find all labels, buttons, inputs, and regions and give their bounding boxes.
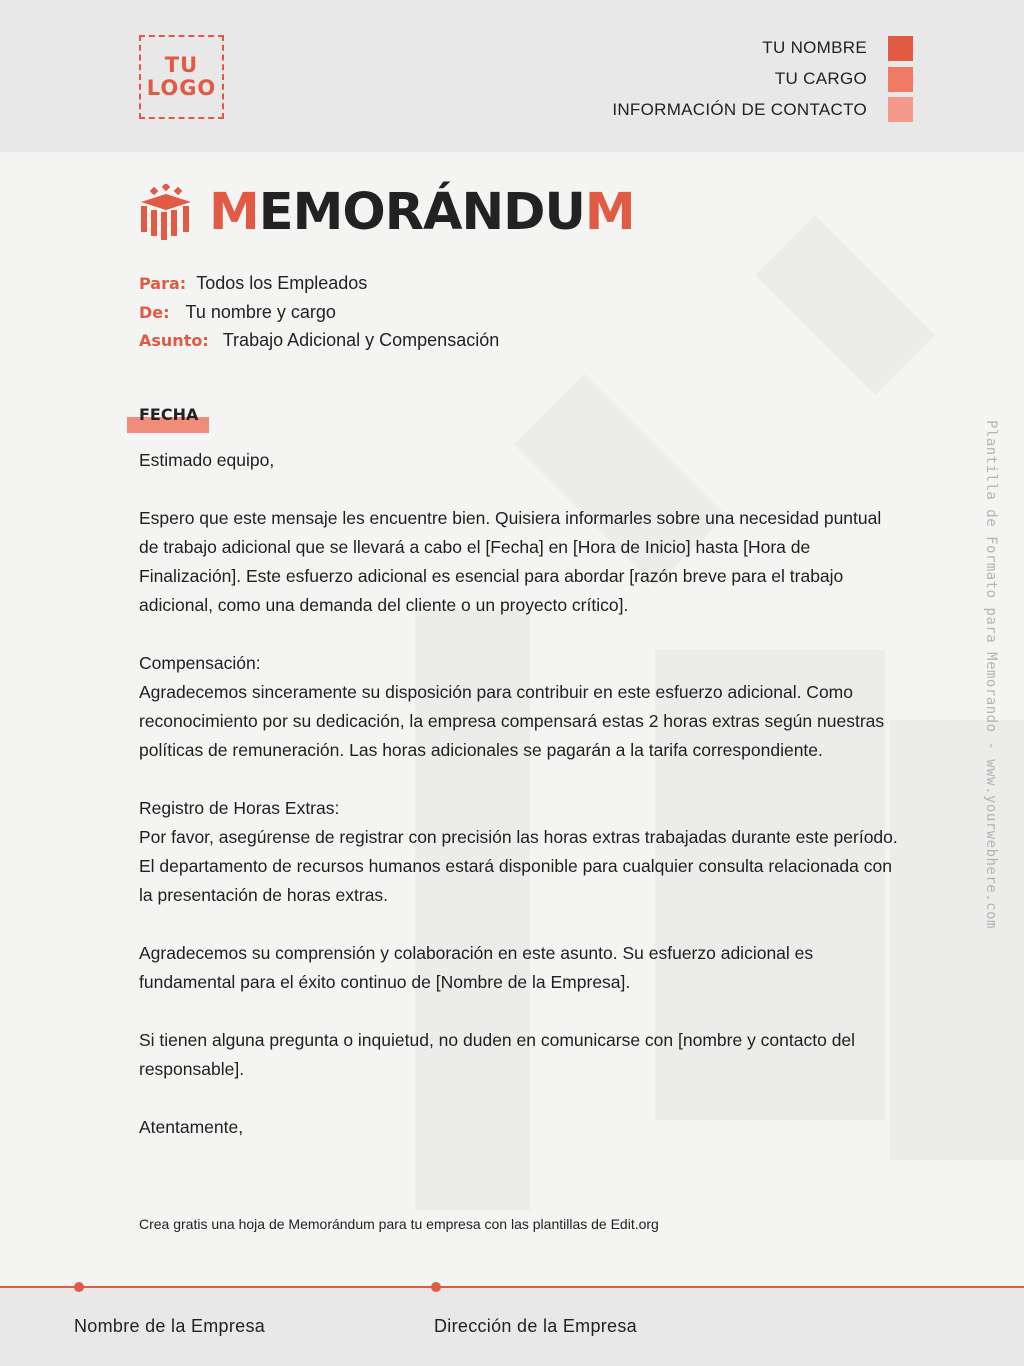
compensation-text: Agradecemos sinceramente su disposición para contribuir en este esfuerzo adicional. Como reconocimiento por su dedicación, la empresa compensará estas 2 horas extras según nuestras políticas de remuneración. Las horas adicionales se pagarán a la tarifa correspondiente. (139, 682, 885, 760)
footer-company-name: Nombre de la Empresa (74, 1316, 266, 1336)
paragraph-questions: Si tienen alguna pregunta o inquietud, no duden en comunicarse con [nombre y contacto del responsable]. (139, 1030, 856, 1079)
header-role: TU CARGO (774, 69, 867, 88)
meta-from (139, 302, 336, 323)
subject-value: Trabajo Adicional y Compensación (222, 330, 500, 350)
title-last-letter: M (584, 182, 635, 242)
accent-square (888, 97, 913, 122)
memo-body (139, 446, 899, 1171)
to-value: Todos los Empleados (196, 273, 368, 293)
subject-label: Asunto: (139, 331, 209, 350)
compensation-heading: Compensación: (139, 653, 261, 673)
footer-dot (431, 1282, 441, 1292)
logo-text-line2: LOGO (146, 76, 217, 100)
paragraph-thanks: Agradecemos su comprensión y colaboración en este asunto. Su esfuerzo adicional es fundamental para el éxito continuo de [Nombre de la Empresa]. (139, 943, 814, 992)
background-shape (755, 215, 935, 395)
footer-divider (0, 1286, 1024, 1288)
memo-title (139, 184, 635, 240)
header-name: TU NOMBRE (762, 38, 867, 57)
background-shape (890, 720, 1024, 1160)
accent-square (888, 36, 913, 61)
accent-square (888, 67, 913, 92)
meta-to (139, 273, 367, 294)
overtime-heading: Registro de Horas Extras: (139, 798, 340, 818)
logo-placeholder (139, 35, 224, 119)
logo-text-line1: TU (164, 53, 199, 77)
title-middle: EMORÁNDU (258, 182, 585, 242)
from-value: Tu nombre y cargo (185, 302, 336, 322)
credit-note: Crea gratis una hoja de Memorándum para tu empresa con las plantillas de Edit.org (139, 1216, 659, 1232)
from-label: De: (139, 303, 170, 322)
to-label: Para: (139, 274, 187, 293)
date-label: FECHA (139, 405, 199, 424)
footer-dot (74, 1282, 84, 1292)
header-contact: INFORMACIÓN DE CONTACTO (612, 100, 867, 119)
footer-company-address: Dirección de la Empresa (434, 1316, 637, 1336)
title-first-letter: M (209, 182, 259, 242)
greeting: Estimado equipo, (139, 450, 275, 470)
page-title (209, 183, 635, 242)
paragraph-intro: Espero que este mensaje les encuentre bien. Quisiera informarles sobre una necesidad puntual de trabajo adicional que se llevará a cabo el [Fecha] en [Hora de Inicio] hasta [Hora de Finalización]. Este esfuerzo adicional es esencial para abordar [razón breve para el trabajo adicional, como una demanda del cliente o un proyecto crítico]. (139, 508, 882, 615)
closing: Atentamente, (139, 1117, 244, 1137)
meta-subject (139, 330, 499, 351)
overtime-text: Por favor, asegúrense de registrar con precisión las horas extras trabajadas durante este período. El departamento de recursos humanos estará disponible para cualquier consulta relacionada con la presentación de horas extras. (139, 827, 898, 905)
vertical-watermark-text: Plantilla de Formato para Memorando - www.yourwebhere.com (983, 420, 999, 929)
gift-box-icon (139, 184, 193, 240)
